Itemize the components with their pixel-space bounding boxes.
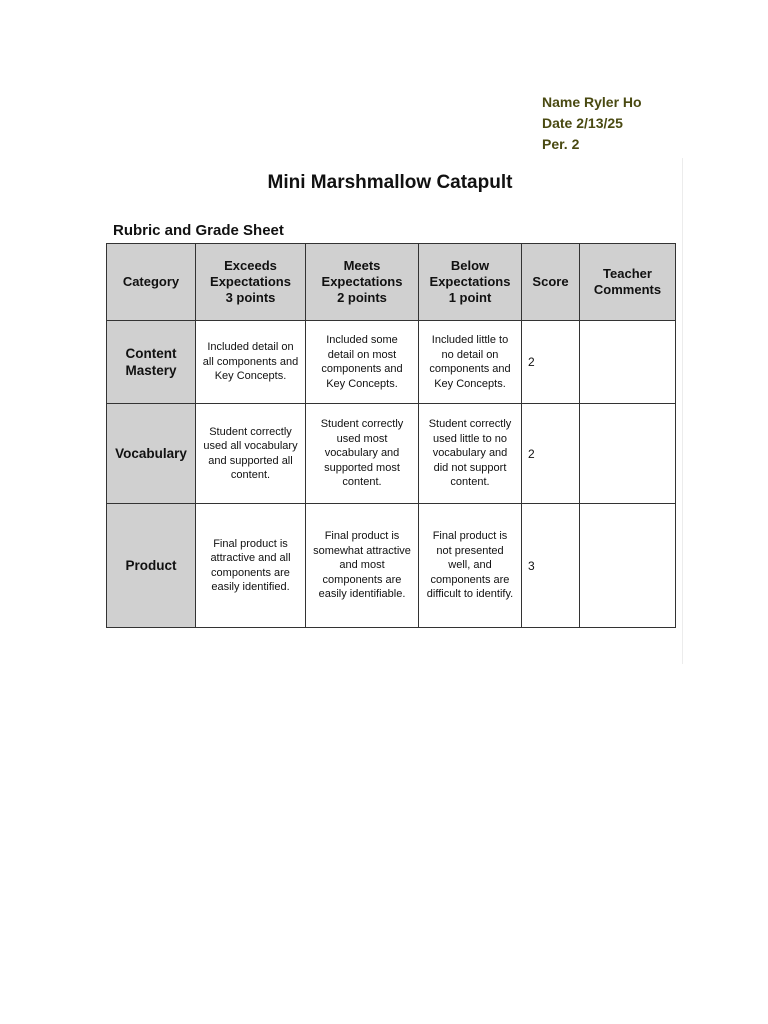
exceeds-cell: Student correctly used all vocabulary and supported all content. (196, 404, 306, 504)
col-header-score: Score (522, 244, 580, 321)
table-row-vocabulary (107, 404, 676, 504)
below-cell: Student correctly used little to no vocabulary and did not support content. (419, 404, 522, 504)
page-edge-divider (682, 158, 683, 664)
meets-cell: Final product is somewhat attractive and most components are easily identifiable. (306, 504, 419, 628)
score-cell[interactable]: 3 (522, 504, 580, 628)
meets-cell: Student correctly used most vocabulary and supported most content. (306, 404, 419, 504)
col-header-comments: Teacher Comments (580, 244, 676, 321)
category-cell: Content Mastery (107, 321, 196, 404)
rubric-header-row (107, 244, 676, 321)
category-cell: Product (107, 504, 196, 628)
exceeds-cell: Included detail on all components and Key Concepts. (196, 321, 306, 404)
category-cell: Vocabulary (107, 404, 196, 504)
meets-cell: Included some detail on most components and Key Concepts. (306, 321, 419, 404)
document-title: Mini Marshmallow Catapult (267, 172, 513, 193)
rubric-table (106, 243, 676, 628)
col-header-meets: Meets Expectations 2 points (306, 244, 419, 321)
submission-date: Date 2/13/25 (542, 115, 623, 131)
exceeds-cell: Final product is attractive and all components are easily identified. (196, 504, 306, 628)
comments-cell[interactable] (580, 321, 676, 404)
comments-cell[interactable] (580, 504, 676, 628)
col-header-category: Category (107, 244, 196, 321)
table-row-product (107, 504, 676, 628)
comments-cell[interactable] (580, 404, 676, 504)
section-subtitle: Rubric and Grade Sheet (113, 222, 284, 239)
col-header-exceeds: Exceeds Expectations 3 points (196, 244, 306, 321)
col-header-below: Below Expectations 1 point (419, 244, 522, 321)
class-period: Per. 2 (542, 136, 580, 152)
student-name: Name Ryler Ho (542, 94, 642, 110)
student-info (542, 92, 642, 155)
table-row-content-mastery (107, 321, 676, 404)
score-cell[interactable]: 2 (522, 321, 580, 404)
below-cell: Included little to no detail on components and Key Concepts. (419, 321, 522, 404)
score-cell[interactable]: 2 (522, 404, 580, 504)
below-cell: Final product is not presented well, and components are difficult to identify. (419, 504, 522, 628)
